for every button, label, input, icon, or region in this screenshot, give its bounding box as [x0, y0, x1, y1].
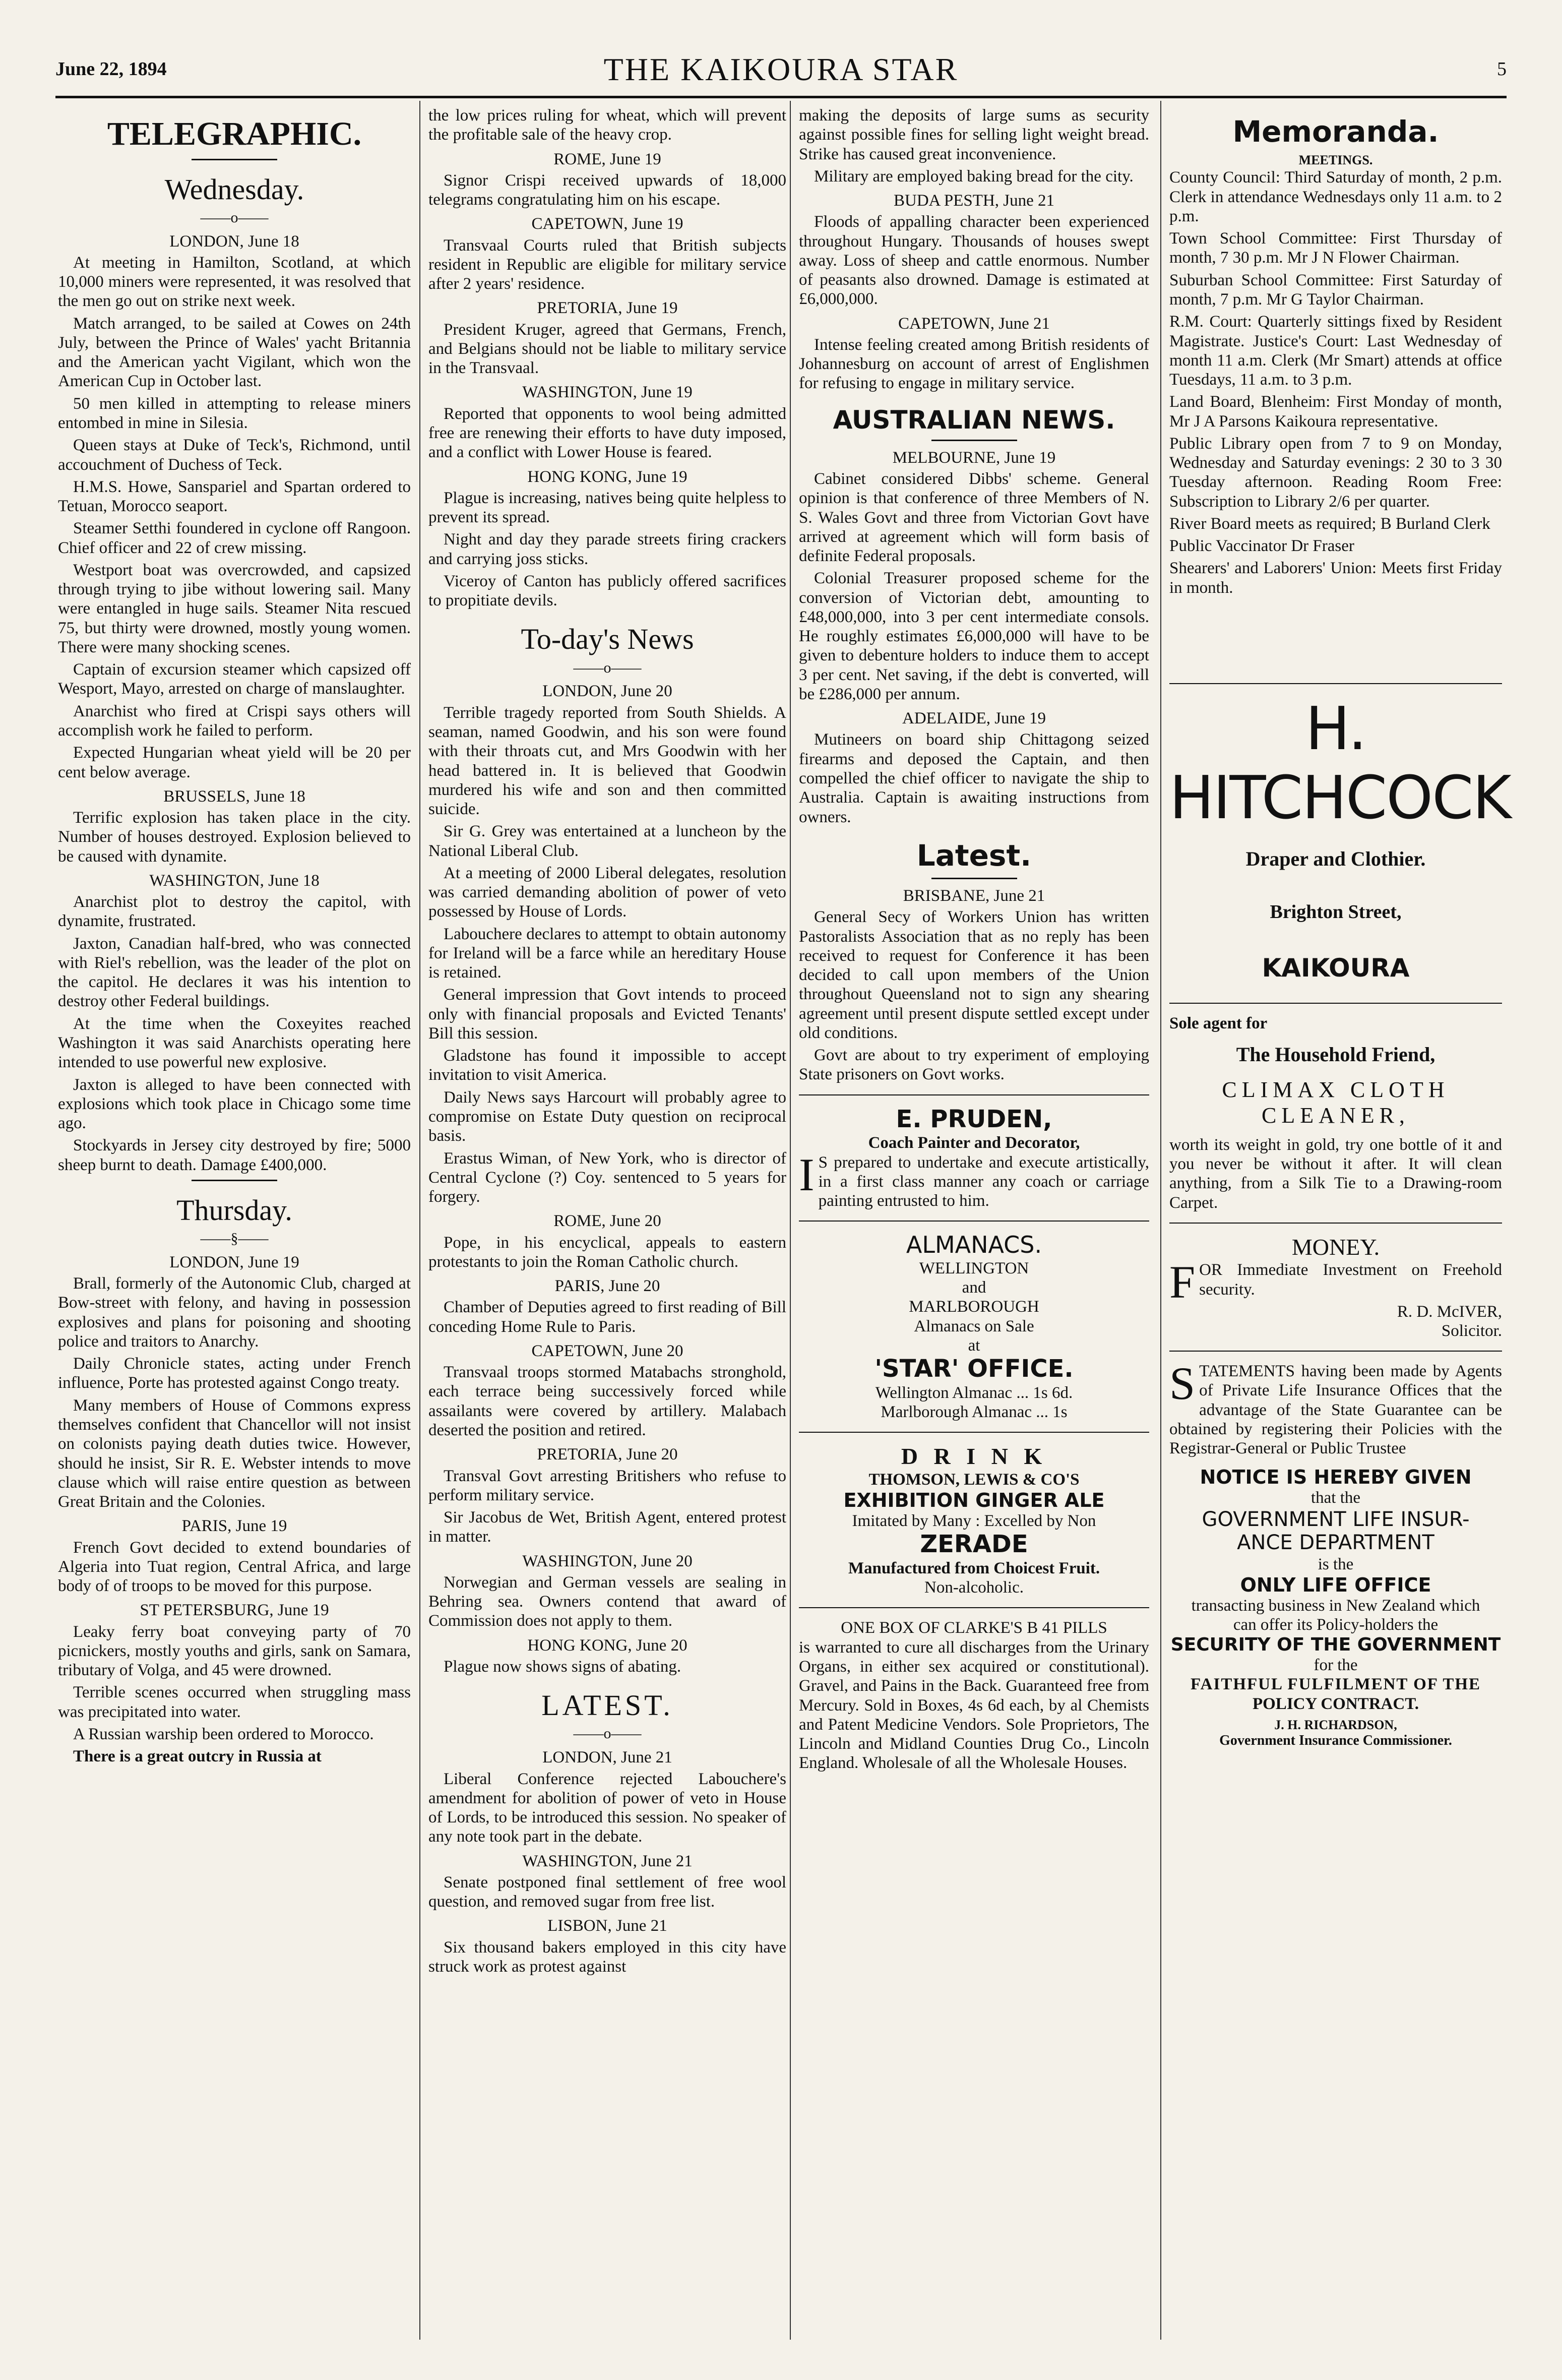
ad-product: EXHIBITION GINGER ALE: [843, 1489, 1105, 1511]
memo-item: Land Board, Blenheim: First Monday of month, Mr J A Parsons Kaikoura representative.: [1169, 393, 1502, 431]
dateline: MELBOURNE, June 19: [892, 448, 1056, 467]
dateline: BRISBANE, June 21: [903, 887, 1045, 905]
dateline: HONG KONG, June 20: [527, 1636, 688, 1655]
memo-item: R.M. Court: Quarterly sittings fixed by Resident Magistrate. Justice's Court: Last Wednesday of month 11 a.m. Clerk (Mr Smart) attends at office Tuesdays, 11 a.m. to 3 p.m.: [1169, 313, 1502, 389]
news-paragraph: Transvaal troops stormed Matabachs stronghold, each terrace being successively forced while assailants were covered by artillery. Malabach deserted the position and retired.: [428, 1363, 786, 1439]
divider: [192, 159, 277, 160]
ad-line: Non-alcoholic.: [924, 1578, 1024, 1597]
advertisement-ginger-ale: [799, 1443, 1149, 1597]
advertisement-pruden: [799, 1106, 1149, 1211]
ad-line: Draper and Clothier.: [1245, 847, 1426, 870]
news-paragraph: Terrific explosion has taken place in the city. Number of houses destroyed. Explosion believed to be caused with dynamite.: [58, 809, 411, 866]
section-title-latest: Latest.: [916, 838, 1032, 873]
ad-body: [1169, 1256, 1502, 1308]
dateline: WASHINGTON, June 18: [149, 871, 320, 890]
news-paragraph: President Kruger, agreed that Germans, French, and Belgians should not be liable to military service in the Transvaal.: [428, 320, 786, 378]
ad-text: OR Immediate Investment on Freehold security.: [1199, 1261, 1502, 1299]
news-paragraph: General Secy of Workers Union has written Pastoralists Association that as no reply has been received to request for Conference it has been decided to call upon members of the Union throughout Queensland not to sign any shearing agreement until present dispute settled except under old conditions.: [799, 908, 1149, 1042]
news-paragraph: Colonial Treasurer proposed scheme for the conversion of Victorian debt, amounting to £48,000,000, into 3 per cent intermediate consols. He roughly estimates £6,000,000 will have to be given to debenture holders to induce them to accept 3 per cent. Net saving, if the debt is converted, will be £286,000 per annum.: [799, 569, 1149, 703]
drop-cap: I: [799, 1148, 815, 1200]
section-title-todays-news: To-day's News: [521, 623, 694, 656]
dateline: PRETORIA, June 19: [537, 299, 678, 318]
news-paragraph: Intense feeling created among British residents of Johannesburg on account of arrest of Englishmen for refusing to engage in military service.: [799, 335, 1149, 393]
ad-price: Marlborough Almanac ... 1s: [881, 1403, 1068, 1422]
section-title-australian-news: AUSTRALIAN NEWS.: [833, 405, 1115, 435]
page-header: [55, 48, 1507, 93]
ad-price: Wellington Almanac ... 1s 6d.: [875, 1383, 1073, 1402]
dateline: LISBON, June 21: [547, 1917, 667, 1935]
section-title-latest: LATEST.: [541, 1689, 673, 1722]
ad-text: TATEMENTS having been made by Agents of Private Life Insurance Offices that the advantage of the State Guarantee can be obtained by registering their Policies with the Registrar-General or Public Trustee: [1169, 1362, 1502, 1458]
dateline: ROME, June 20: [553, 1212, 661, 1231]
ad-line: Sole agent for: [1169, 1014, 1268, 1033]
ad-line: at: [968, 1336, 980, 1355]
advertisement-government-insurance: [1169, 1358, 1502, 1749]
news-paragraph: Anarchist who fired at Crispi says others will accomplish work he failed to perform.: [58, 702, 411, 740]
news-paragraph: Plague now shows signs of abating.: [444, 1657, 681, 1676]
divider: [931, 440, 1017, 441]
dateline: ROME, June 19: [553, 150, 661, 168]
dateline: ADELAIDE, June 19: [902, 709, 1046, 728]
notice-line: for the: [1314, 1656, 1358, 1675]
memo-item: River Board meets as required; B Burland Clerk: [1169, 514, 1490, 533]
dateline: PRETORIA, June 20: [537, 1445, 678, 1464]
dateline: CAPETOWN, June 20: [531, 1341, 683, 1360]
dateline: HONG KONG, June 19: [527, 467, 688, 486]
news-paragraph: Norwegian and German vessels are sealing in Behring sea. Owners contend that award of Commission does not apply to them.: [428, 1573, 786, 1630]
news-paragraph: Steamer Setthi foundered in cyclone off Rangoon. Chief officer and 22 of crew missing.: [58, 519, 411, 557]
news-paragraph: Stockyards in Jersey city destroyed by fire; 5000 sheep burnt to death. Damage £400,000.: [58, 1136, 411, 1174]
dateline: BRUSSELS, June 18: [163, 787, 305, 806]
ad-signature-role: Solicitor.: [1441, 1321, 1502, 1340]
news-paragraph: Mutineers on board ship Chittagong seized firearms and deposed the Captain, and then compelled the chief officer to navigate the ship to Australia. Captain is awaiting instructions from owners.: [799, 730, 1149, 826]
ad-text: worth its weight in gold, try one bottle of it and you never be without it after. It will clean anything, from a Silk Tie to a Drawing-room Carpet.: [1169, 1135, 1502, 1212]
news-paragraph: the low prices ruling for wheat, which will prevent the profitable sale of the heavy crop.: [428, 106, 786, 144]
divider: [192, 1180, 277, 1181]
column-rule: [790, 101, 791, 2340]
divider: [799, 1094, 1149, 1095]
ad-subtitle: Coach Painter and Decorator,: [868, 1134, 1080, 1152]
ad-signature: J. H. RICHARDSON,: [1274, 1717, 1397, 1732]
column-news: [428, 106, 786, 1979]
ad-line: WELLINGTON: [919, 1259, 1029, 1277]
divider: [799, 1432, 1149, 1433]
notice-line: FAITHFUL FULFILMENT OF THE: [1190, 1675, 1481, 1694]
ad-office: 'STAR' OFFICE.: [874, 1355, 1074, 1383]
ad-line: KAIKOURA: [1262, 953, 1410, 983]
drop-cap: F: [1169, 1256, 1196, 1308]
news-paragraph: Transval Govt arresting Britishers who refuse to perform military service.: [428, 1467, 786, 1504]
dateline: WASHINGTON, June 19: [522, 383, 693, 402]
ad-body: [799, 1148, 1149, 1211]
ad-line: MARLBOROUGH: [909, 1298, 1039, 1316]
ad-signature: R. D. McIVER,: [1397, 1302, 1502, 1321]
memo-item: County Council: Third Saturday of month, 2 p.m. Clerk in attendance Wednesdays only 11 a.m. to 2 p.m.: [1169, 168, 1502, 225]
ad-title: CLEANER,: [1262, 1103, 1410, 1128]
notice-line: that the: [1310, 1489, 1361, 1507]
column-memoranda: [1169, 106, 1511, 1749]
news-paragraph: Pope, in his encyclical, appeals to eastern protestants to join the Roman Catholic church.: [428, 1233, 786, 1271]
news-paragraph: Match arranged, to be sailed at Cowes on 24th July, between the Prince of Wales' yacht Britannia and the American yacht Vigilant, which won the American Cup in October last.: [58, 314, 411, 391]
news-paragraph: Floods of appalling character been experienced throughout Hungary. Thousands of houses swept away. Loss of sheep and cattle enormous. Number of peasants also drowned. Damage is estimated at £6,000,000.: [799, 213, 1149, 309]
news-paragraph: Cabinet considered Dibbs' scheme. General opinion is that conference of three Members of N. S. Wales Govt and three from Victorian Govt have arrived at agreement which will form basis of definite Federal proposals.: [799, 469, 1149, 566]
news-paragraph: Jaxton, Canadian half-bred, who was connected with Riel's rebellion, was the leader of the plot on the capitol. He declares it was his intention to destroy other Federal buildings.: [58, 934, 411, 1011]
advertisement-climax: [1169, 1014, 1502, 1212]
news-paragraph: General impression that Govt intends to proceed only with financial proposals and Evicted Tenants' Bill this session.: [428, 986, 786, 1043]
ad-title: The Household Friend,: [1236, 1043, 1435, 1066]
news-paragraph: Leaky ferry boat conveying party of 70 picnickers, mostly youths and girls, sank on Samara, tributary of Volga, and 45 were drowned.: [58, 1622, 411, 1680]
divider: [1169, 683, 1502, 684]
column-rule: [1160, 101, 1161, 2340]
notice-line: is the: [1318, 1555, 1354, 1573]
news-paragraph: Plague is increasing, natives being quite helpless to prevent its spread.: [428, 489, 786, 527]
dateline: BUDA PESTH, June 21: [893, 192, 1055, 210]
news-paragraph: Transvaal Courts ruled that British subjects resident in Republic are eligible for military service after 2 years' residence.: [428, 236, 786, 293]
dateline: CAPETOWN, June 21: [898, 314, 1050, 333]
news-paragraph: making the deposits of large sums as security against possible fines for selling light weight bread. Strike has caused great inconvenience.: [799, 106, 1149, 163]
column-rule: [419, 101, 420, 2340]
news-paragraph: Senate postponed final settlement of free wool question, and removed sugar from free list.: [428, 1873, 786, 1911]
news-paragraph: Queen stays at Duke of Teck's, Richmond, until accouchment of Duchess of Teck.: [58, 436, 411, 474]
news-paragraph: Gladstone has found it impossible to accept invitation to visit America.: [428, 1047, 786, 1084]
divider: [1169, 1003, 1502, 1004]
dateline: CAPETOWN, June 19: [531, 215, 683, 233]
issue-date: June 22, 1894: [55, 58, 167, 80]
divider: ——o——: [573, 659, 642, 676]
section-title-telegraphic: TELEGRAPHIC.: [107, 115, 362, 152]
news-paragraph: Sir G. Grey was entertained at a luncheon by the National Liberal Club.: [428, 822, 786, 860]
dateline: LONDON, June 20: [542, 682, 672, 701]
ad-title: D R I N K: [901, 1443, 1047, 1470]
news-paragraph: Westport boat was overcrowded, and capsized through trying to jibe without lowering sail. Many were entangled in huge sails. Steamer Nita rescued 75, but thirty were drowned, mostly young women. There were many shocking scenes.: [58, 561, 411, 656]
dateline: WASHINGTON, June 20: [522, 1552, 693, 1570]
divider: [1169, 1351, 1502, 1352]
news-paragraph: Erastus Wiman, of New York, who is director of Central Cyclone (?) Coy. sentenced to 5 years for forgery.: [428, 1149, 786, 1206]
divider: ——§——: [200, 1230, 269, 1247]
memo-item: Shearers' and Laborers' Union: Meets first Friday in month.: [1169, 559, 1502, 597]
ad-title: H. HITCHCOCK: [1169, 694, 1511, 832]
news-paragraph: Expected Hungarian wheat yield will be 20 per cent below average.: [58, 744, 411, 781]
ad-text: is warranted to cure all discharges from the Urinary Organs, in either sex acquired or constitutional). Gravel, and Pains in the Back. Guaranteed free from Mercury. Sold in Boxes, 4s 6d each, by al Chemists and Patent Medicine Vendors. Sole Proprietors, The Lincoln and Midland Counties Drug Co., Lincoln England. Wholesale of all the Wholesale Houses.: [799, 1638, 1149, 1773]
divider: ——o——: [573, 1725, 642, 1742]
news-paragraph: Night and day they parade streets firing crackers and carrying joss sticks.: [428, 530, 786, 568]
news-paragraph: 50 men killed in attempting to release miners entombed in mine in Silesia.: [58, 394, 411, 432]
news-paragraph: At a meeting of 2000 Liberal delegates, resolution was carried demanding abolition of power of veto possessed by House of Lords.: [428, 864, 786, 921]
news-paragraph: Reported that opponents to wool being admitted free are renewing their efforts to have duty imposed, and a conflict with Lower House is feared.: [428, 404, 786, 462]
meetings-label: MEETINGS.: [1298, 153, 1373, 168]
memo-item: Public Vaccinator Dr Fraser: [1169, 537, 1354, 556]
news-paragraph: H.M.S. Howe, Sanspariel and Spartan ordered to Tetuan, Morocco seaport.: [58, 477, 411, 516]
divider: [931, 878, 1017, 879]
memo-item: Public Library open from 7 to 9 on Monday, Wednesday and Saturday evenings: 2 30 to 3 30 Tuesday afternoon. Reading Room Free: Subscription to Library 2/6 per quarter.: [1169, 434, 1502, 511]
news-paragraph: Terrible scenes occurred when struggling mass was precipitated into water.: [58, 1683, 411, 1721]
section-title-memoranda: Memoranda.: [1232, 114, 1439, 149]
news-paragraph: Many members of House of Commons express themselves confident that Chancellor will not insist on colonists paying death duties twice. However, should he insist, Sir R. E. Webster intends to move clause which will raise entire question as between Great Britain and the Colonies.: [58, 1396, 411, 1511]
news-paragraph: Sir Jacobus de Wet, British Agent, entered protest in matter.: [428, 1508, 786, 1546]
news-paragraph: Jaxton is alleged to have been connected with explosions which took place in Chicago some time ago.: [58, 1075, 411, 1133]
news-paragraph: Terrible tragedy reported from South Shields. A seaman, named Goodwin, and his son were found with their throats cut, and Mrs Goodwin with her head battered in. It is believed that Goodwin murdered his wife and son and then committed suicide.: [428, 703, 786, 819]
memo-item: Town School Committee: First Thursday of month, 7 30 p.m. Mr J N Flower Chairman.: [1169, 229, 1502, 267]
ad-body: [1169, 1358, 1502, 1458]
notice-line: GOVERNMENT LIFE INSUR-: [1202, 1507, 1470, 1531]
dateline: PARIS, June 20: [554, 1277, 660, 1296]
ad-line: Almanacs on Sale: [914, 1317, 1034, 1335]
dateline: LONDON, June 19: [169, 1253, 299, 1271]
ad-title: E. PRUDEN,: [896, 1105, 1052, 1133]
ad-title: CLIMAX CLOTH: [1222, 1077, 1450, 1102]
advertisement-hitchcock: [1169, 694, 1511, 983]
dateline: LONDON, June 18: [169, 232, 299, 251]
ad-signature-role: Government Insurance Commissioner.: [1219, 1733, 1452, 1749]
notice-line: POLICY CONTRACT.: [1252, 1694, 1419, 1713]
news-paragraph: Liberal Conference rejected Labouchere's amendment for abolition of power of veto in House of Lords, to be introduced this session. No speaker of any note took part in the debate.: [428, 1769, 786, 1846]
advertisement-money: [1169, 1234, 1502, 1340]
dateline: WASHINGTON, June 21: [522, 1852, 693, 1870]
news-paragraph: Govt are about to try experiment of employing State prisoners on Govt works.: [799, 1046, 1149, 1084]
column-telegraphic: [58, 106, 411, 1769]
news-paragraph: Anarchist plot to destroy the capitol, with dynamite, frustrated.: [58, 893, 411, 931]
drop-cap: S: [1169, 1358, 1196, 1410]
notice-line: ONLY LIFE OFFICE: [1240, 1573, 1431, 1596]
news-paragraph: At the time when the Coxeyites reached Washington it was said Anarchists operating here intended to use powerful new explosive.: [58, 1014, 411, 1072]
ad-line: Manufactured from Choicest Fruit.: [848, 1559, 1100, 1577]
divider: [799, 1220, 1149, 1222]
divider: [1169, 1223, 1502, 1224]
news-paragraph: Daily News says Harcourt will probably agree to compromise on Estate Duty question on reciprocal basis.: [428, 1088, 786, 1145]
day-heading-wednesday: Wednesday.: [164, 172, 304, 206]
ad-title: ONE BOX OF CLARKE'S B 41 PILLS: [841, 1619, 1107, 1637]
news-paragraph: A Russian warship been ordered to Morocco.: [73, 1725, 374, 1743]
news-paragraph: Captain of excursion steamer which capsized off Wesport, Mayo, arrested on charge of manslaughter.: [58, 660, 411, 698]
ad-text: S prepared to undertake and execute artistically, in a first class manner any coach or carriage painting entrusted to him.: [818, 1153, 1149, 1210]
news-paragraph: At meeting in Hamilton, Scotland, at which 10,000 miners were represented, it was resolved that the men go out on strike next week.: [58, 253, 411, 311]
day-heading-thursday: Thursday.: [176, 1193, 292, 1227]
news-paragraph: Signor Crispi received upwards of 18,000 telegrams congratulating him on his escape.: [428, 171, 786, 209]
ad-line: Brighton Street,: [1270, 901, 1402, 923]
ad-title: ALMANACS.: [906, 1231, 1042, 1259]
news-paragraph: There is a great outcry in Russia at: [73, 1747, 322, 1766]
notice-line: ANCE DEPARTMENT: [1237, 1531, 1434, 1555]
divider: [799, 1607, 1149, 1608]
page-number: 5: [1497, 58, 1507, 80]
news-paragraph: Viceroy of Canton has publicly offered sacrifices to propitiate devils.: [428, 572, 786, 610]
memo-item: Suburban School Committee: First Saturday of month, 7 p.m. Mr G Taylor Chairman.: [1169, 271, 1502, 309]
news-paragraph: Chamber of Deputies agreed to first reading of Bill conceding Home Rule to Paris.: [428, 1298, 786, 1336]
header-rule: [55, 96, 1507, 98]
ad-title: MONEY.: [1291, 1234, 1380, 1260]
dateline: PARIS, June 19: [181, 1517, 287, 1536]
ad-line: THOMSON, LEWIS & CO'S: [868, 1470, 1080, 1489]
notice-line: NOTICE IS HEREBY GIVEN: [1200, 1466, 1472, 1489]
dateline: ST PETERSBURG, June 19: [140, 1601, 329, 1620]
news-paragraph: French Govt decided to extend boundaries of Algeria into Tuat region, Central Africa, and large body of of troops to be moved for this purpose.: [58, 1538, 411, 1596]
newspaper-title: THE KAIKOURA STAR: [603, 51, 959, 87]
notice-line: transacting business in New Zealand which: [1191, 1596, 1480, 1615]
ad-line: Imitated by Many : Excelled by Non: [852, 1512, 1096, 1531]
news-paragraph: Daily Chronicle states, acting under French influence, Porte has protested against Congo treaty.: [58, 1355, 411, 1392]
news-paragraph: Labouchere declares to attempt to obtain autonomy for Ireland will be a farce while an hereditary House is retained.: [428, 925, 786, 982]
ad-product: ZERADE: [920, 1530, 1028, 1559]
notice-line: can offer its Policy-holders the: [1233, 1616, 1439, 1634]
advertisement-almanacs: [799, 1232, 1149, 1422]
notice: [1169, 1458, 1502, 1749]
ad-line: and: [962, 1278, 986, 1297]
notice-line: SECURITY OF THE GOVERNMENT: [1170, 1634, 1501, 1656]
news-paragraph: Military are employed baking bread for the city.: [814, 167, 1134, 186]
divider: ——o——: [200, 209, 269, 226]
dateline: LONDON, June 21: [542, 1748, 672, 1767]
column-australian: [799, 106, 1149, 1776]
news-paragraph: Brall, formerly of the Autonomic Club, charged at Bow-street with felony, and having in possession explosives and plans for poisoning and shooting police and traitors to Anarchy.: [58, 1274, 411, 1351]
news-paragraph: Six thousand bakers employed in this city have struck work as protest against: [428, 1938, 786, 1976]
advertisement-clarkes-pills: [799, 1618, 1149, 1773]
